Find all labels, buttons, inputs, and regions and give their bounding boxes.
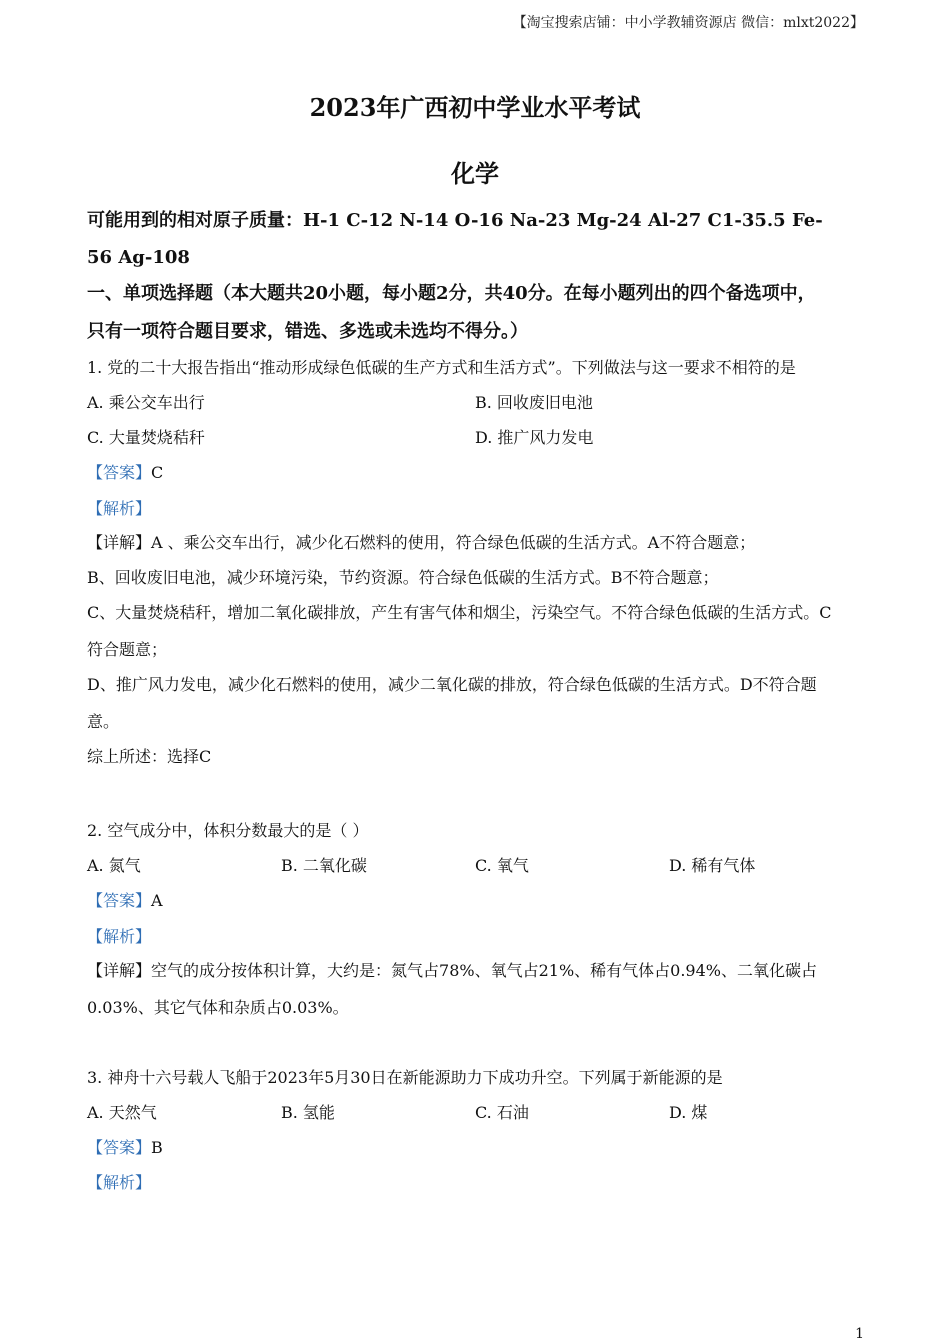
subject-title: 化学 xyxy=(451,159,499,188)
detail-text: 空气的成分按体积计算，大约是：氮气占78%、氧气占21%、稀有气体占0.94%、二氧化碳占 xyxy=(151,961,817,980)
q3-answer xyxy=(87,1137,867,1159)
q1-stem: 1. 党的二十大报告指出“推动形成绿色低碳的生产方式和生活方式”。下列做法与这一要求不相符的是 xyxy=(87,358,796,377)
q1-detail-3a: C、大量焚烧秸秆，增加二氧化碳排放，产生有害气体和烟尘，污染空气。不符合绿色低碳的生活方式。C xyxy=(87,603,832,622)
q1-option-b: B. 回收废旧电池 xyxy=(475,393,593,412)
q3-option-c: C. 石油 xyxy=(475,1103,529,1122)
q2-stem: 2. 空气成分中，体积分数最大的是（ ） xyxy=(87,821,369,840)
q1-answer xyxy=(87,462,867,484)
q1-option-d: D. 推广风力发电 xyxy=(475,428,594,447)
q1-detail-4a: D、推广风力发电，减少化石燃料的使用，减少二氧化碳的排放，符合绿色低碳的生活方式。D不符合题 xyxy=(87,675,817,694)
detail-label: 【详解】 xyxy=(87,533,152,552)
q3-option-b: B. 氢能 xyxy=(281,1103,335,1122)
q1-detail-2: B、回收废旧电池，减少环境污染，节约资源。符合绿色低碳的生活方式。B不符合题意； xyxy=(87,568,719,587)
q3-analysis-label: 【解析】 xyxy=(87,1173,152,1192)
q1-detail-4b: 意。 xyxy=(87,712,120,731)
section-heading-line-2: 只有一项符合题目要求，错选、多选或未选均不得分。） xyxy=(87,321,528,342)
q3-option-d: D. 煤 xyxy=(669,1103,708,1122)
detail-label: 【详解】 xyxy=(87,961,152,980)
q1-summary: 综上所述：选择C xyxy=(87,747,212,766)
section-heading-line-1: 一、单项选择题（本大题共20小题，每小题2分，共40分。在每小题列出的四个备选项中， xyxy=(87,283,816,304)
atomic-mass-line-2: 56 Ag-108 xyxy=(87,247,190,268)
q2-option-c: C. 氧气 xyxy=(475,856,529,875)
detail-text: A 、乘公交车出行，减少化石燃料的使用，符合绿色低碳的生活方式。A不符合题意； xyxy=(151,533,756,552)
answer-value: B xyxy=(151,1138,163,1157)
answer-value: A xyxy=(151,891,163,910)
q2-option-a: A. 氮气 xyxy=(87,856,141,875)
q2-detail-2: 0.03%、其它气体和杂质占0.03%。 xyxy=(87,998,349,1017)
answer-value: C xyxy=(151,463,164,482)
q2-detail-1 xyxy=(87,960,867,982)
answer-label: 【答案】 xyxy=(87,1138,152,1157)
answer-label: 【答案】 xyxy=(87,891,152,910)
q3-stem: 3. 神舟十六号载人飞船于2023年5月30日在新能源助力下成功升空。下列属于新能源的是 xyxy=(87,1068,723,1087)
q2-answer xyxy=(87,890,867,912)
q1-detail-3b: 符合题意； xyxy=(87,640,168,659)
page-number: 1 xyxy=(855,1326,864,1342)
q1-option-a: A. 乘公交车出行 xyxy=(87,393,205,412)
q2-analysis-label: 【解析】 xyxy=(87,927,152,946)
q2-option-b: B. 二氧化碳 xyxy=(281,856,367,875)
q3-option-a: A. 天然气 xyxy=(87,1103,157,1122)
q1-option-c: C. 大量焚烧秸秆 xyxy=(87,428,205,447)
answer-label: 【答案】 xyxy=(87,463,152,482)
q1-analysis-label: 【解析】 xyxy=(87,499,152,518)
q2-option-d: D. 稀有气体 xyxy=(669,856,756,875)
atomic-mass-line-1: 可能用到的相对原子质量：H-1 C-12 N-14 O-16 Na-23 Mg-24 Al-27 C1-35.5 Fe- xyxy=(87,210,823,231)
q1-detail-1 xyxy=(87,532,867,554)
header-note: 【淘宝搜索店铺：中小学教辅资源店 微信：mlxt2022】 xyxy=(512,15,864,31)
exam-title: 2023年广西初中学业水平考试 xyxy=(309,93,641,122)
